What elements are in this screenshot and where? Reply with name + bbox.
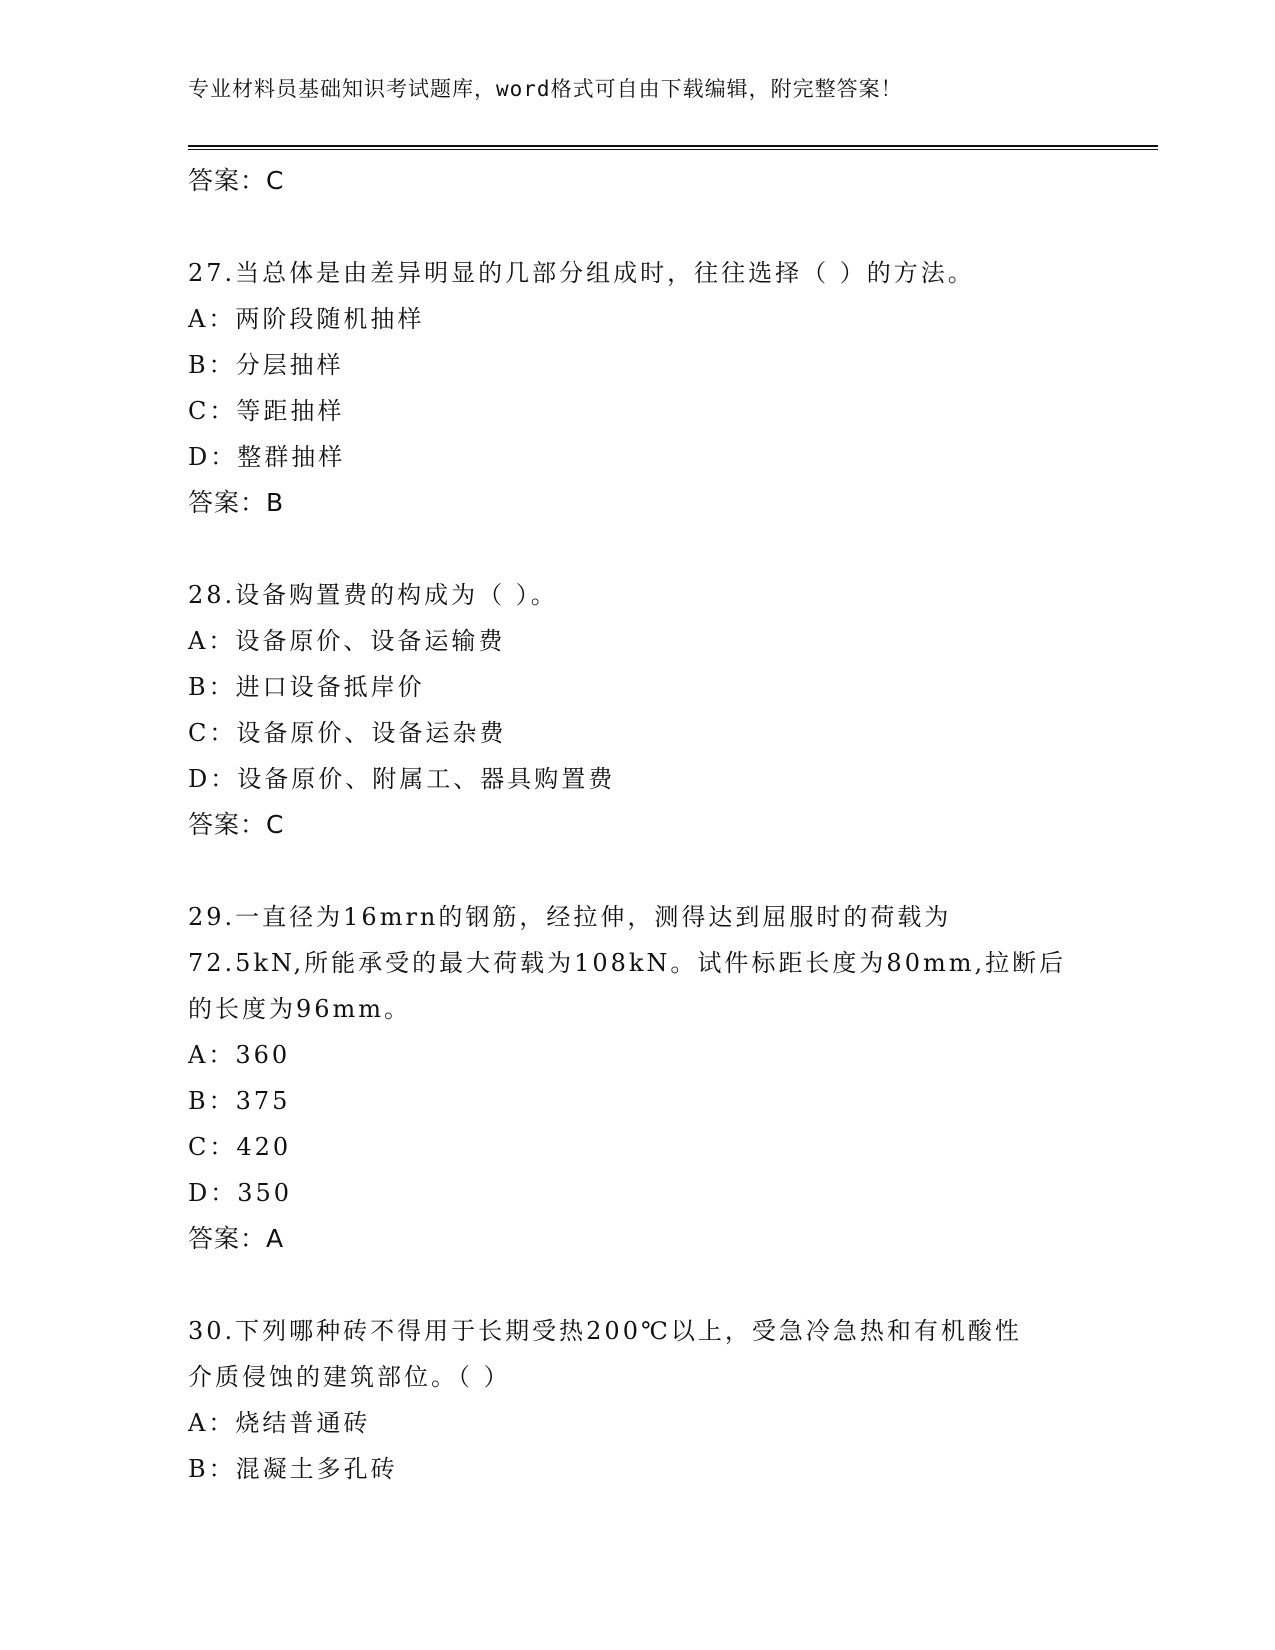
question-27 — [188, 250, 1088, 526]
option-b: B：375 — [188, 1087, 291, 1115]
option-b: B：混凝土多孔砖 — [188, 1455, 398, 1483]
option-c: C：等距抽样 — [188, 397, 345, 425]
question-stem-line-3: 的长度为96mm。 — [188, 995, 412, 1023]
option-c: C：设备原价、设备运杂费 — [188, 719, 507, 747]
question-stem-line-2: 72.5kN,所能承受的最大荷载为108kN。试件标距长度为80mm,拉断后 — [188, 949, 1067, 977]
question-stem: 27.当总体是由差异明显的几部分组成时，往往选择（ ）的方法。 — [188, 259, 975, 287]
answer: 答案：A — [188, 1224, 285, 1253]
document-body — [188, 158, 1088, 1492]
question-29 — [188, 894, 1088, 1262]
option-c: C：420 — [188, 1133, 292, 1161]
option-d: D：设备原价、附属工、器具购置费 — [188, 765, 616, 793]
question-stem-line-1: 30.下列哪种砖不得用于长期受热200℃以上，受急冷急热和有机酸性 — [188, 1317, 1022, 1345]
option-a: A：两阶段随机抽样 — [188, 305, 425, 333]
option-d: D：350 — [188, 1179, 293, 1207]
question-30 — [188, 1308, 1088, 1492]
option-a: A：烧结普通砖 — [188, 1409, 371, 1437]
spacer — [188, 204, 1088, 250]
question-28 — [188, 572, 1088, 848]
question-stem-line-2: 介质侵蚀的建筑部位。（ ） — [188, 1363, 511, 1391]
answer: 答案：C — [188, 810, 285, 839]
option-d: D：整群抽样 — [188, 443, 346, 471]
option-a: A：设备原价、设备运输费 — [188, 627, 506, 655]
page-header: 专业材料员基础知识考试题库，word格式可自由下载编辑，附完整答案！ — [188, 77, 903, 101]
header-divider — [188, 145, 1158, 150]
previous-answer: 答案：C — [188, 166, 285, 195]
option-b: B：进口设备抵岸价 — [188, 673, 425, 701]
question-stem-line-1: 29.一直径为16mrn的钢筋，经拉伸，测得达到屈服时的荷载为 — [188, 903, 952, 931]
spacer — [188, 526, 1088, 572]
question-stem: 28.设备购置费的构成为（ ）。 — [188, 581, 558, 609]
option-a: A：360 — [188, 1041, 291, 1069]
spacer — [188, 848, 1088, 894]
option-b: B：分层抽样 — [188, 351, 344, 379]
spacer — [188, 1262, 1088, 1308]
answer: 答案：B — [188, 488, 285, 517]
